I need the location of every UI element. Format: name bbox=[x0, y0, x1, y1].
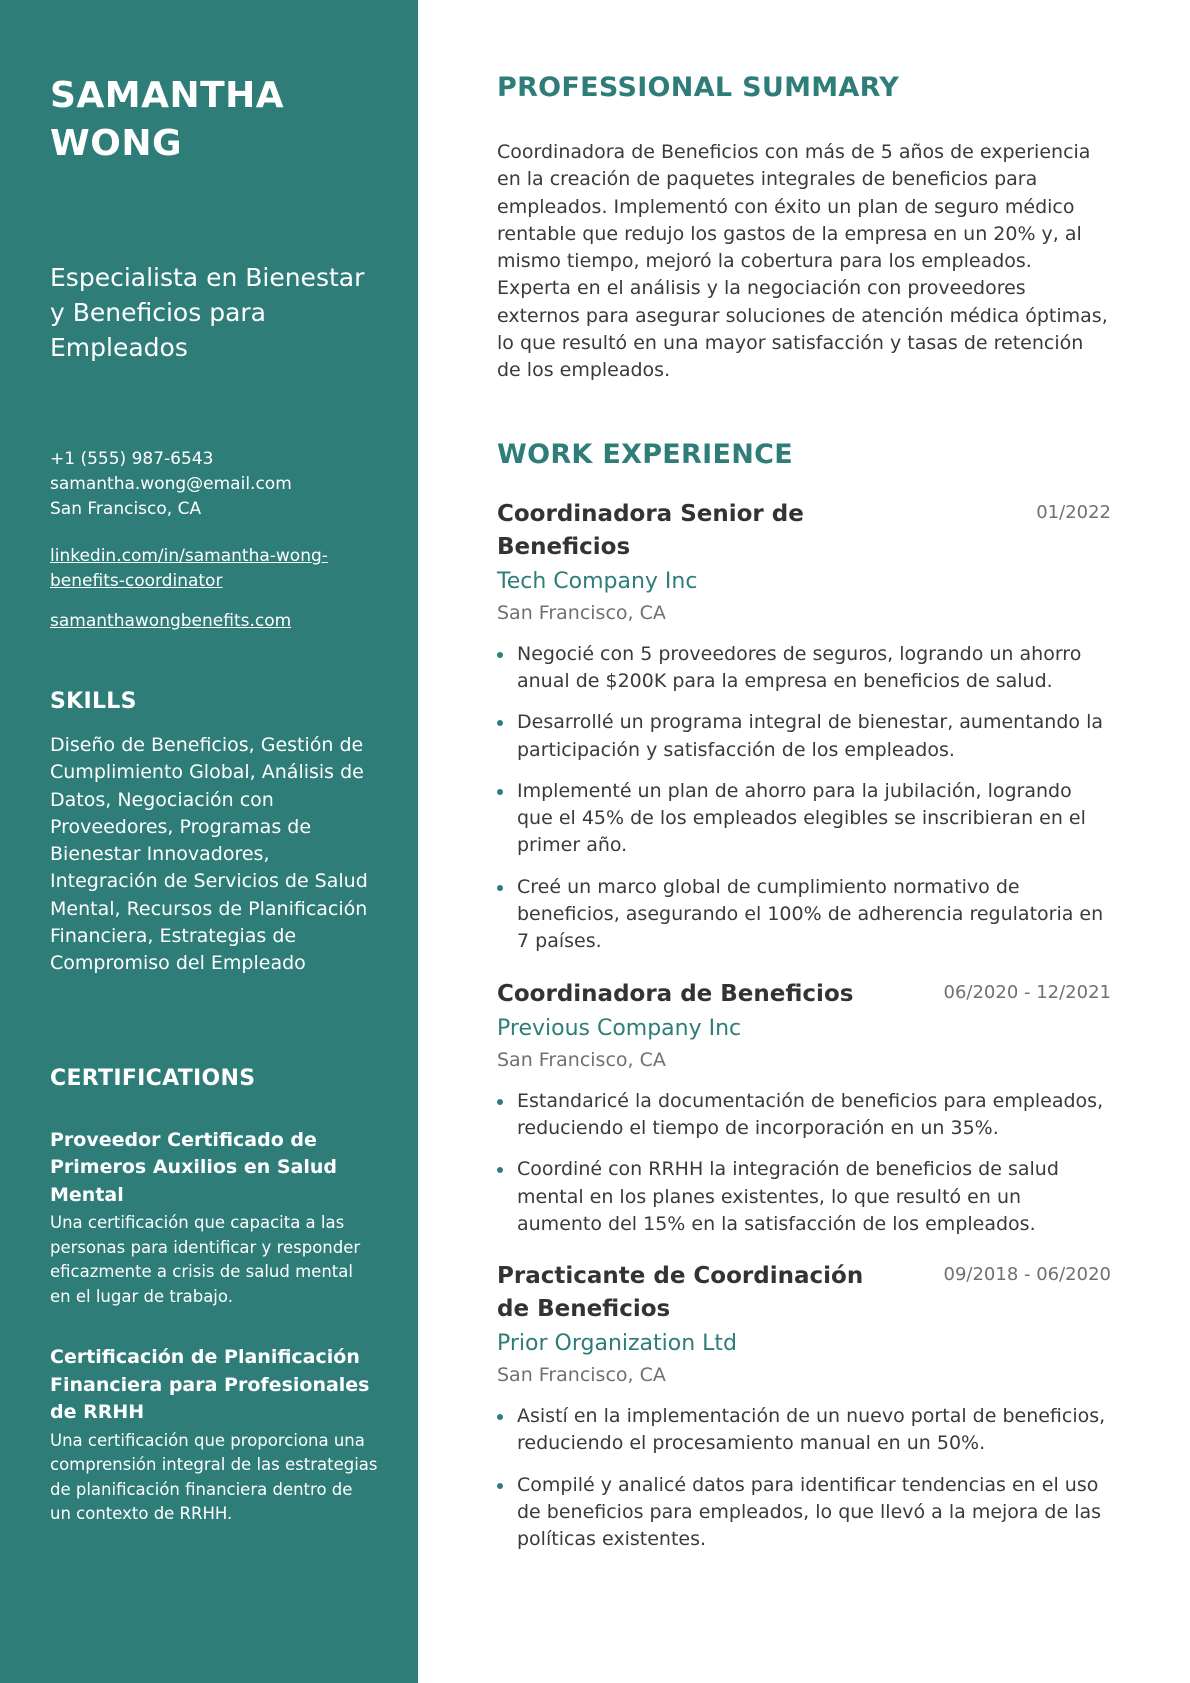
contact-email: samantha.wong@email.com bbox=[50, 474, 292, 494]
job-header bbox=[497, 1260, 1111, 1326]
summary-heading: PROFESSIONAL SUMMARY bbox=[497, 72, 900, 103]
contact-phone: +1 (555) 987-6543 bbox=[50, 449, 214, 469]
job-title: Practicante de Coordinación de Beneficios bbox=[497, 1263, 864, 1323]
job-title: Coordinadora de Beneficios bbox=[497, 980, 854, 1007]
main-content bbox=[497, 72, 1111, 1554]
skills-text: Diseño de Beneficios, Gestión de Cumplimiento Global, Análisis de Datos, Negociación con Proveedores, Programas de Bienestar Innovadores, Integración de Servicios de Salud Mental, Recursos de Planificación Financiera, Estrategias de Compromiso del Empleado bbox=[50, 734, 368, 975]
certification-description: Una certificación que proporciona una comprensión integral de las estrategias de planificación financiera dentro de un contexto de RRHH. bbox=[50, 1430, 378, 1524]
job-bullet: Desarrollé un programa integral de bienestar, aumentando la participación y satisfacción de los empleados. bbox=[497, 709, 1111, 764]
job-bullets bbox=[497, 1088, 1111, 1238]
job-bullets bbox=[497, 641, 1111, 956]
job-entry bbox=[497, 498, 1111, 956]
job-company: Prior Organization Ltd bbox=[497, 1331, 738, 1357]
contact-location: San Francisco, CA bbox=[50, 499, 202, 519]
certification-item bbox=[50, 1127, 378, 1310]
job-bullet: Creé un marco global de cumplimiento normativo de beneficios, asegurando el 100% de adherencia regulatoria en 7 países. bbox=[497, 874, 1111, 956]
candidate-name: SAMANTHA WONG bbox=[50, 75, 285, 164]
certifications-heading: CERTIFICATIONS bbox=[50, 1065, 256, 1091]
job-header bbox=[497, 498, 1111, 564]
certification-title: Proveedor Certificado de Primeros Auxilios en Salud Mental bbox=[50, 1128, 338, 1206]
sidebar bbox=[0, 0, 418, 1683]
linkedin-link[interactable]: linkedin.com/in/samantha-wong-benefits-coordinator bbox=[50, 546, 328, 591]
experience-heading: WORK EXPERIENCE bbox=[497, 438, 793, 470]
job-bullet: Negocié con 5 proveedores de seguros, logrando un ahorro anual de $200K para la empresa en beneficios de salud. bbox=[497, 641, 1111, 696]
job-bullet: Estandaricé la documentación de beneficios para empleados, reduciendo el tiempo de incorporación en un 35%. bbox=[497, 1088, 1111, 1143]
contact-block bbox=[50, 447, 378, 522]
job-bullet: Implementé un plan de ahorro para la jubilación, logrando que el 45% de los empleados elegibles se inscribieran en el primer año. bbox=[497, 778, 1111, 860]
job-entry bbox=[497, 1260, 1111, 1553]
candidate-headline: Especialista en Bienestar y Beneficios para Empleados bbox=[50, 263, 365, 362]
certification-title: Certificación de Planificación Financiera para Profesionales de RRHH bbox=[50, 1346, 370, 1424]
job-title: Coordinadora Senior de Beneficios bbox=[497, 500, 804, 560]
job-company: Previous Company Inc bbox=[497, 1015, 742, 1041]
job-date: 06/2020 - 12/2021 bbox=[943, 981, 1111, 1003]
certification-item bbox=[50, 1344, 378, 1527]
links-block bbox=[50, 544, 378, 634]
skills-heading: SKILLS bbox=[50, 689, 137, 714]
job-location: San Francisco, CA bbox=[497, 601, 666, 624]
website-link[interactable]: samanthawongbenefits.com bbox=[50, 611, 292, 631]
certification-description: Una certificación que capacita a las personas para identificar y responder eficazmente a crisis de salud mental en el lugar de trabajo. bbox=[50, 1213, 361, 1306]
job-header bbox=[497, 978, 1111, 1011]
job-company: Tech Company Inc bbox=[497, 568, 698, 594]
job-date: 01/2022 bbox=[1036, 501, 1111, 523]
job-bullets bbox=[497, 1403, 1111, 1553]
job-bullet: Compilé y analicé datos para identificar tendencias en el uso de beneficios para empleados, lo que llevó a la mejora de las políticas existentes. bbox=[497, 1472, 1111, 1554]
job-location: San Francisco, CA bbox=[497, 1048, 666, 1071]
job-date: 09/2018 - 06/2020 bbox=[943, 1264, 1111, 1286]
summary-text: Coordinadora de Beneficios con más de 5 años de experiencia en la creación de paquetes integrales de beneficios para empleados. Implementó con éxito un plan de seguro médico rentable que redujo los gastos de la empresa en un 20% y, al mismo tiempo, mejoró la cobertura para los empleados. Experta en el análisis y la negociación con proveedores externos para asegurar soluciones de atención médica óptimas, lo que resultó en una mayor satisfacción y tasas de retención de los empleados. bbox=[497, 141, 1108, 382]
job-bullet: Asistí en la implementación de un nuevo portal de beneficios, reduciendo el procesamiento manual en un 50%. bbox=[497, 1403, 1111, 1458]
job-bullet: Coordiné con RRHH la integración de beneficios de salud mental en los planes existentes, lo que resultó en un aumento del 15% en la satisfacción de los empleados. bbox=[497, 1156, 1111, 1238]
job-location: San Francisco, CA bbox=[497, 1364, 666, 1387]
job-entry bbox=[497, 978, 1111, 1238]
